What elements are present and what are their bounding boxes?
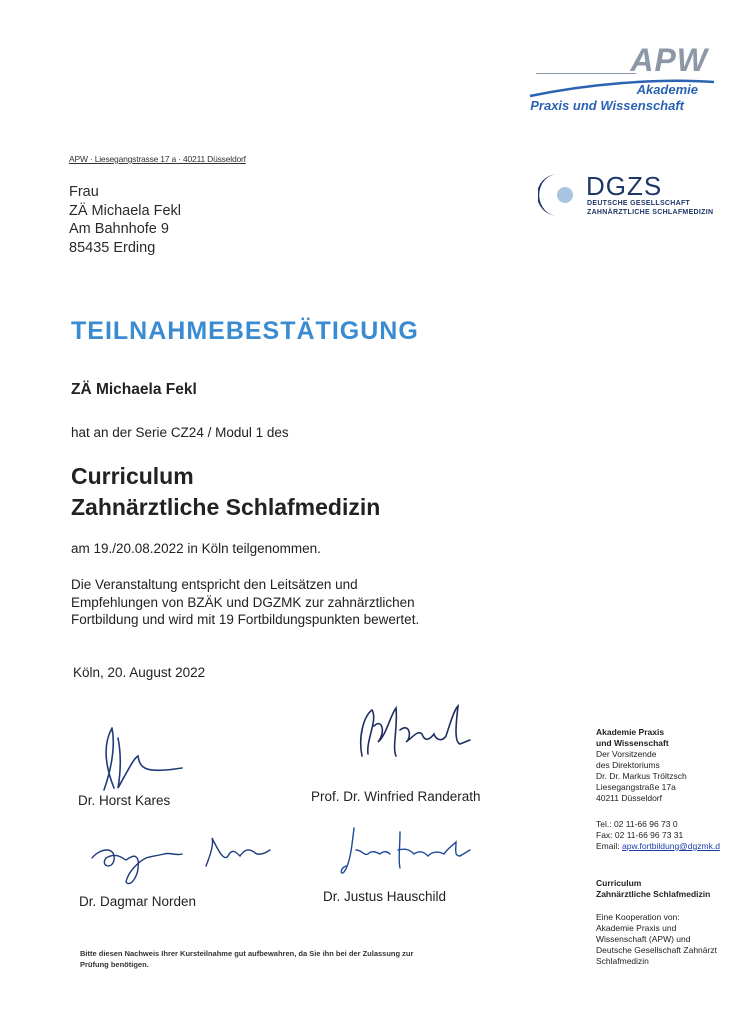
sidebar-chair-line2: des Direktoriums <box>596 760 660 770</box>
signatory-name: Dr. Dagmar Norden <box>79 894 197 909</box>
signatory-name: Dr. Justus Hauschild <box>323 889 447 904</box>
dgzs-logo-sub1: DEUTSCHE GESELLSCHAFT <box>587 200 691 207</box>
course-title-line1: Curriculum <box>71 463 194 489</box>
sidebar-chair-line1: Der Vorsitzende <box>596 749 657 759</box>
recipient-street: Am Bahnhofe 9 <box>69 221 169 237</box>
signatory-name: Prof. Dr. Winfried Randerath <box>311 789 481 804</box>
apw-logo-line1: Akademie <box>636 82 698 97</box>
sidebar-cooperation <box>596 912 717 967</box>
sidebar-fax: Fax: 02 11-66 96 73 31 <box>596 830 684 840</box>
dgzs-logo-sub2: ZAHNÄRZTLICHE SCHLAFMEDIZIN <box>587 209 714 216</box>
sidebar-coop-line3: Wissenschaft (APW) und <box>596 934 691 944</box>
sidebar-email-label: Email: <box>596 841 620 851</box>
footnote <box>80 948 413 970</box>
series-line: hat an der Serie CZ24 / Modul 1 des <box>71 425 289 440</box>
signature-kares-icon <box>84 718 194 796</box>
document-title: TEILNAHMEBESTÄTIGUNG <box>71 317 419 345</box>
sidebar-address-line2: 40211 Düsseldorf <box>596 793 662 803</box>
sidebar-course-line2: Zahnärztliche Schlafmedizin <box>596 889 711 899</box>
dgzs-crescent-icon <box>538 172 582 218</box>
signatory-name: Dr. Horst Kares <box>78 793 171 808</box>
sidebar-address-line1: Liesegangstraße 17a <box>596 782 676 792</box>
sender-line: APW · Liesegangstrasse 17 a · 40211 Düsseldorf <box>69 154 246 164</box>
course-title-line2: Zahnärztliche Schlafmedizin <box>71 494 381 520</box>
sidebar-coop-line1: Eine Kooperation von: <box>596 912 680 922</box>
sidebar-contact <box>596 819 720 852</box>
dgzs-logo-name: DGZS <box>586 171 663 201</box>
sidebar-org-line1: Akademie Praxis <box>596 727 665 737</box>
signature-hauschild-icon <box>338 820 478 882</box>
place-date: Köln, 20. August 2022 <box>73 665 206 680</box>
sidebar-coop-line5: Schlafmedizin <box>596 956 649 966</box>
sidebar-email-link[interactable]: apw.fortbildung@dgzmk.d <box>622 841 720 851</box>
description-line3: Fortbildung und wird mit 19 Fortbildungspunkten bewertet. <box>71 612 420 627</box>
course-title <box>71 461 380 523</box>
participant-name: ZÄ Michaela Fekl <box>71 381 197 398</box>
apw-logo <box>520 40 720 120</box>
sidebar-chair-line3: Dr. Dr. Markus Tröltzsch <box>596 771 687 781</box>
recipient-address <box>69 183 181 257</box>
description-line1: Die Veranstaltung entspricht den Leitsätzen und <box>71 577 358 592</box>
description-line2: Empfehlungen von BZÄK und DGZMK zur zahnärztlichen <box>71 594 415 610</box>
footnote-line1: Bitte diesen Nachweis Ihrer Kursteilnahme gut aufbewahren, da Sie ihn bei der Zulassung zur <box>80 949 414 958</box>
sidebar-org-line2: und Wissenschaft <box>596 738 669 748</box>
attendance-date-line: am 19./20.08.2022 in Köln teilgenommen. <box>71 541 321 556</box>
sidebar-tel: Tel.: 02 11-66 96 73 0 <box>596 819 678 829</box>
apw-logo-line2: Praxis und Wissenschaft <box>530 98 684 113</box>
signature-randerath-icon <box>352 696 482 768</box>
recipient-city: 85435 Erding <box>69 239 156 256</box>
description <box>71 576 419 629</box>
sidebar-coop-line4: Deutsche Gesellschaft Zahnärzt <box>596 945 717 955</box>
sidebar-coop-line2: Akademie Praxis und <box>596 923 677 933</box>
dgzs-logo <box>538 172 748 222</box>
sidebar-course-line1: Curriculum <box>596 878 642 888</box>
signature-norden-icon <box>86 826 276 894</box>
recipient-salutation: Frau <box>69 184 99 200</box>
apw-logo-rule <box>536 73 636 74</box>
footnote-line2: Prüfung benötigen. <box>80 960 149 969</box>
recipient-name: ZÄ Michaela Fekl <box>69 202 182 219</box>
sidebar-course <box>596 878 710 900</box>
sidebar-organization <box>596 727 687 804</box>
apw-logo-name: APW <box>630 42 708 78</box>
